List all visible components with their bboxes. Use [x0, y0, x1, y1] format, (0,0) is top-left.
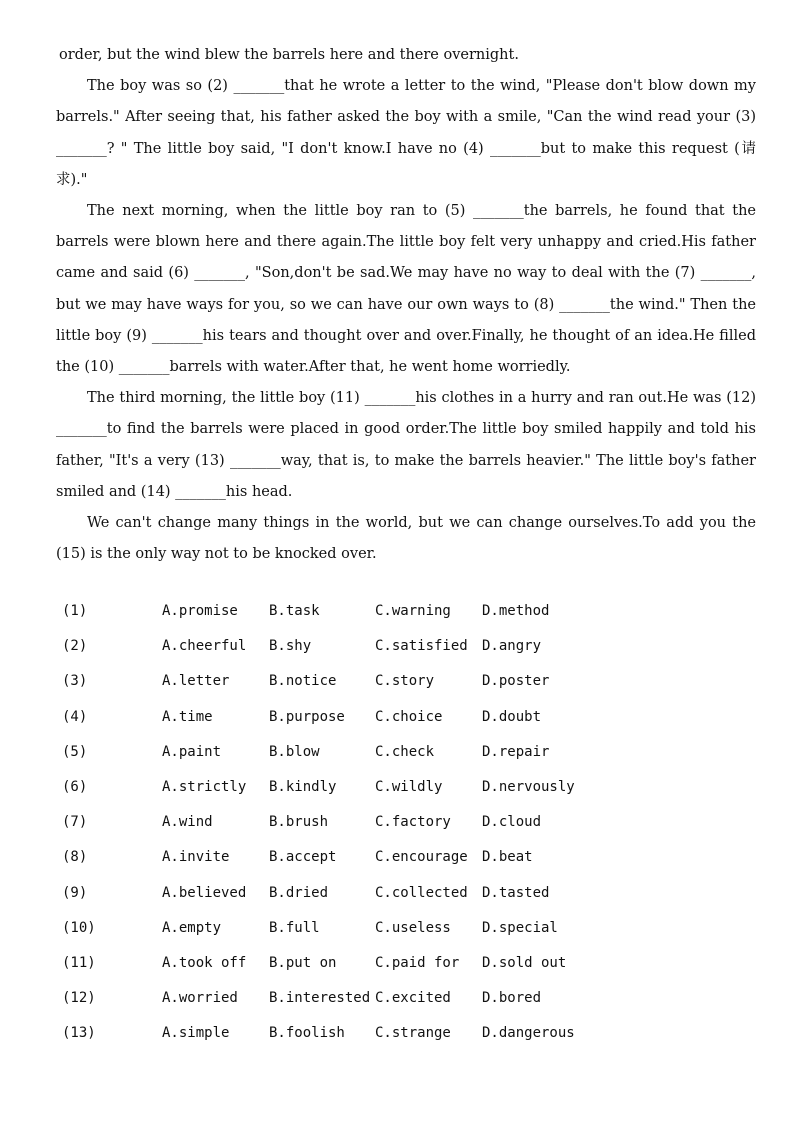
option-a: A.cheerful [162, 638, 247, 655]
question-number: (8) [62, 849, 88, 866]
question-number: (11) [62, 954, 96, 971]
option-d: D.dangerous [482, 1025, 575, 1042]
option-b: B.purpose [269, 708, 345, 725]
option-c: C.excited [375, 990, 451, 1007]
option-a: A.strictly [162, 778, 247, 795]
option-a: A.empty [162, 919, 222, 936]
option-row [62, 955, 662, 990]
option-d: D.angry [482, 638, 542, 655]
option-d: D.method [482, 603, 550, 619]
option-c: C.factory [375, 814, 451, 831]
option-a: A.promise [162, 603, 238, 619]
option-row [62, 814, 662, 849]
question-number: (7) [62, 814, 88, 831]
option-row [62, 779, 662, 814]
option-row [62, 1025, 662, 1060]
question-number: (10) [62, 919, 96, 936]
question-number: (2) [62, 638, 88, 655]
option-b: B.task [269, 603, 320, 619]
option-a: A.believed [162, 884, 247, 901]
option-a: A.took off [162, 954, 247, 971]
option-d: D.poster [482, 673, 550, 690]
option-d: D.cloud [482, 814, 542, 831]
passage-paragraph-2: The boy was so (2) _______that he wrote a letter to the wind, "Please don't blow down my barrels." After seeing that, his father asked the boy with a smile, "Can the wind read your (3) _______? " The little boy said, "I don't know.I have no (4) _______but to make this request (请求)." [56, 78, 756, 188]
option-c: C.encourage [375, 849, 468, 866]
option-row [62, 885, 662, 920]
option-b: B.kindly [269, 778, 337, 795]
option-a: A.simple [162, 1025, 230, 1042]
option-b: B.put on [269, 954, 337, 971]
option-b: B.full [269, 919, 320, 936]
answer-options-list [62, 603, 662, 1060]
option-c: C.warning [375, 603, 451, 619]
question-number: (3) [62, 673, 88, 690]
option-d: D.nervously [482, 778, 575, 795]
option-b: B.foolish [269, 1025, 345, 1042]
option-c: C.strange [375, 1025, 451, 1042]
option-a: A.wind [162, 814, 213, 831]
passage-paragraph-3: The next morning, when the little boy ran to (5) _______the barrels, he found that the barrels were blown here and there again.The little boy felt very unhappy and cried.His father came and said (6) _______, "Son,don't be sad.We may have no way to deal with the (7) _______, but we may have ways for you, so we can have our own ways to (8) _______the wind." Then the little boy (9) _______his tears and thought over and over.Finally, he thought of an idea.He filled the (10) _______barrels with water.After that, he went home worriedly. [56, 203, 756, 376]
option-b: B.accept [269, 849, 337, 866]
passage-paragraph-5: We can't change many things in the world, but we can change ourselves.To add you the (15) is the only way not to be knocked over. [56, 515, 756, 563]
option-row [62, 920, 662, 955]
passage-paragraph-4: The third morning, the little boy (11) _______his clothes in a hurry and ran out.He was (12) _______to find the barrels were placed in good order.The little boy smiled happily and told his father, "It's a very (13) _______way, that is, to make the barrels heavier." The little boy's father smiled and (14) _______his head. [56, 390, 756, 500]
option-row [62, 849, 662, 884]
option-d: D.repair [482, 743, 550, 760]
option-row [62, 709, 662, 744]
option-b: B.shy [269, 638, 312, 655]
option-row [62, 744, 662, 779]
option-a: A.letter [162, 673, 230, 690]
option-d: D.sold out [482, 954, 567, 971]
option-b: B.interested [269, 990, 371, 1007]
passage-paragraph-1: order, but the wind blew the barrels here and there overnight. [59, 47, 519, 63]
option-b: B.blow [269, 743, 320, 760]
option-row [62, 603, 662, 638]
question-number: (5) [62, 743, 88, 760]
option-a: A.invite [162, 849, 230, 866]
question-number: (13) [62, 1025, 96, 1042]
option-c: C.paid for [375, 954, 460, 971]
option-c: C.wildly [375, 778, 443, 795]
option-a: A.paint [162, 743, 222, 760]
question-number: (1) [62, 603, 88, 619]
option-b: B.dried [269, 884, 329, 901]
question-number: (6) [62, 778, 88, 795]
question-number: (4) [62, 708, 88, 725]
option-a: A.worried [162, 990, 238, 1007]
reading-passage [56, 40, 756, 570]
option-c: C.useless [375, 919, 451, 936]
option-row [62, 990, 662, 1025]
option-d: D.special [482, 919, 558, 936]
option-b: B.brush [269, 814, 329, 831]
option-d: D.doubt [482, 708, 542, 725]
question-number: (12) [62, 990, 96, 1007]
option-a: A.time [162, 708, 213, 725]
option-d: D.bored [482, 990, 542, 1007]
option-c: C.check [375, 743, 435, 760]
option-d: D.tasted [482, 884, 550, 901]
option-c: C.collected [375, 884, 468, 901]
option-c: C.choice [375, 708, 443, 725]
question-number: (9) [62, 884, 88, 901]
option-row [62, 638, 662, 673]
option-b: B.notice [269, 673, 337, 690]
option-c: C.satisfied [375, 638, 468, 655]
option-d: D.beat [482, 849, 533, 866]
option-c: C.story [375, 673, 435, 690]
option-row [62, 673, 662, 708]
